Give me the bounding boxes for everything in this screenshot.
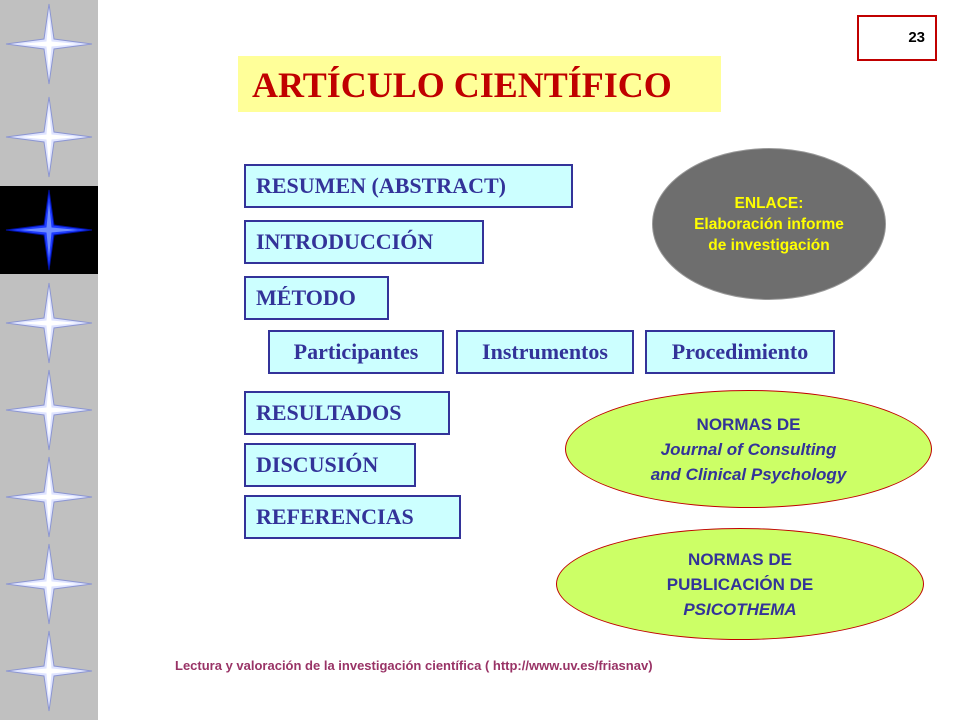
enlace-line-1: ENLACE:	[734, 194, 804, 212]
normas-psicothema-line-2: PUBLICACIÓN DE	[666, 574, 814, 594]
normas-psicothema-link[interactable]	[556, 528, 924, 640]
four-point-star-icon	[4, 281, 94, 365]
sidebar-star-4	[0, 279, 98, 367]
normas-jccp-line-1: NORMAS DE	[696, 414, 801, 434]
normas-psicothema-line-3: PSICOTHEMA	[683, 599, 797, 619]
section-discusion[interactable]: DISCUSIÓN	[244, 443, 416, 487]
sidebar-star-3-active	[0, 186, 98, 274]
sidebar-star-1	[0, 0, 98, 88]
subsection-participantes[interactable]: Participantes	[268, 330, 444, 374]
four-point-star-icon	[4, 455, 94, 539]
section-resultados[interactable]: RESULTADOS	[244, 391, 450, 435]
normas-jccp-link[interactable]	[565, 390, 932, 508]
sidebar-star-7	[0, 540, 98, 628]
sidebar-star-8	[0, 627, 98, 715]
section-introduccion[interactable]: INTRODUCCIÓN	[244, 220, 484, 264]
four-point-star-icon	[4, 629, 94, 713]
subsection-instrumentos[interactable]: Instrumentos	[456, 330, 634, 374]
sidebar-star-6	[0, 453, 98, 541]
slide-number: 23	[857, 15, 937, 61]
section-referencias[interactable]: REFERENCIAS	[244, 495, 461, 539]
four-point-star-icon	[4, 2, 94, 86]
enlace-line-3: de investigación	[708, 236, 830, 254]
normas-jccp-line-2: Journal of Consulting	[660, 439, 837, 459]
four-point-star-icon	[4, 542, 94, 626]
normas-jccp-line-3: and Clinical Psychology	[650, 464, 847, 484]
footer-credit: Lectura y valoración de la investigación científica ( http://www.uv.es/friasnav)	[175, 658, 653, 673]
four-point-star-icon	[4, 95, 94, 179]
four-point-star-icon	[4, 368, 94, 452]
sidebar-star-5	[0, 366, 98, 454]
sidebar-star-2	[0, 93, 98, 181]
section-resumen[interactable]: RESUMEN (ABSTRACT)	[244, 164, 573, 208]
enlace-informe-link[interactable]	[652, 148, 886, 300]
slide-sidebar	[0, 0, 98, 720]
normas-psicothema-line-1: NORMAS DE	[688, 549, 792, 569]
title-banner	[238, 56, 721, 112]
page-title: ARTÍCULO CIENTÍFICO	[252, 65, 672, 105]
enlace-line-2: Elaboración informe	[694, 215, 844, 233]
section-metodo[interactable]: MÉTODO	[244, 276, 389, 320]
subsection-procedimiento[interactable]: Procedimiento	[645, 330, 835, 374]
four-point-star-icon	[4, 188, 94, 272]
